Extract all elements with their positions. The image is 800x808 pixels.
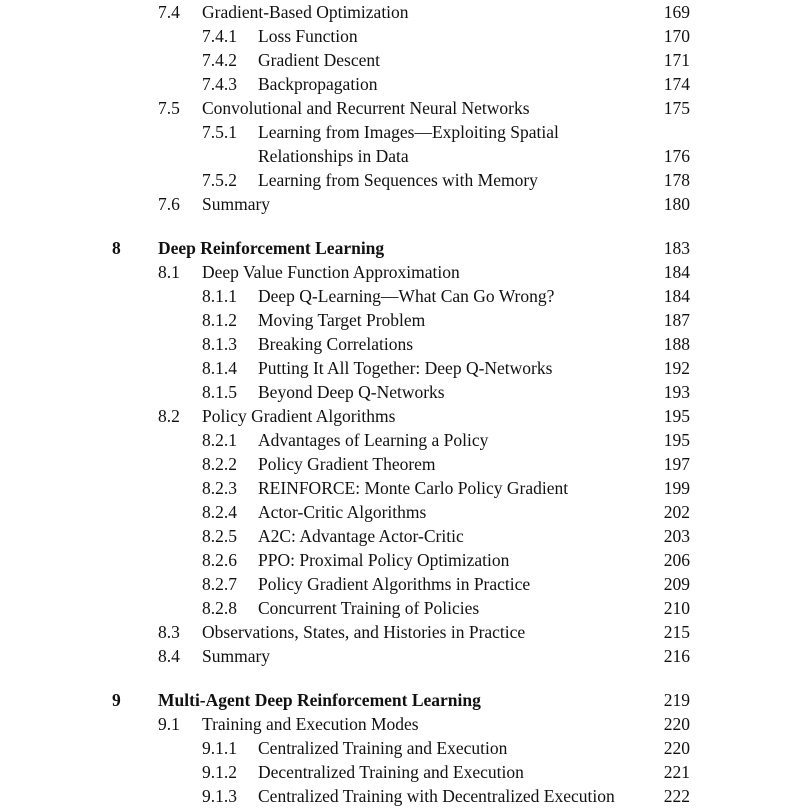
toc-entry-number: 7.5.2	[202, 170, 237, 190]
toc-section-entry	[0, 620, 800, 644]
toc-entry-number: 7.5	[158, 98, 180, 118]
toc-entry-number: 8.3	[158, 622, 180, 642]
toc-entry-page-number: 216	[663, 646, 690, 666]
toc-subsection-entry	[0, 332, 800, 356]
toc-entry-page-number: 180	[663, 194, 690, 214]
toc-entry-number: 8.2.3	[202, 478, 237, 498]
toc-entry-page-number: 210	[663, 598, 690, 618]
toc-entry-page-number: 176	[663, 146, 690, 166]
toc-section-entry	[0, 712, 800, 736]
toc-entry-title: A2C: Advantage Actor-Critic	[258, 526, 464, 546]
toc-entry-number: 8.1.3	[202, 334, 237, 354]
toc-entry-number: 8	[112, 238, 121, 258]
toc-entry-title: REINFORCE: Monte Carlo Policy Gradient	[258, 478, 569, 498]
toc-entry-title: Actor-Critic Algorithms	[258, 502, 427, 522]
toc-entry-title: Relationships in Data	[258, 146, 409, 166]
toc-entry-number: 8.2.7	[202, 574, 237, 594]
toc-entry-page-number: 184	[663, 262, 690, 282]
toc-subsection-entry	[0, 500, 800, 524]
toc-entry-title: Observations, States, and Histories in Practice	[202, 622, 526, 642]
toc-entry-title: Gradient Descent	[258, 50, 380, 70]
toc-entry-title: Summary	[202, 194, 271, 214]
toc-entry-page-number: 192	[663, 358, 690, 378]
toc-subsection-entry	[0, 572, 800, 596]
toc-subsection-entry	[0, 24, 800, 48]
toc-entry-page-number: 199	[663, 478, 690, 498]
toc-entry-page-number: 222	[663, 786, 690, 806]
toc-entry-title: Centralized Training and Execution	[258, 738, 508, 758]
toc-entry-number: 8.1.5	[202, 382, 237, 402]
toc-entry-number: 8.2.6	[202, 550, 237, 570]
toc-entry-title: Multi-Agent Deep Reinforcement Learning	[158, 690, 481, 710]
toc-entry-page-number: 197	[663, 454, 690, 474]
toc-chapter-entry	[0, 236, 800, 260]
toc-entry-page-number: 184	[663, 286, 690, 306]
toc-section-entry	[0, 260, 800, 284]
toc-entry-title: Centralized Training with Decentralized Execution	[258, 786, 615, 806]
toc-entry-page-number: 174	[663, 74, 690, 94]
toc-subsection-entry	[0, 760, 800, 784]
toc-entry-page-number: 193	[663, 382, 690, 402]
toc-entry-number: 7.4.3	[202, 74, 237, 94]
toc-entry-page-number: 195	[663, 406, 690, 426]
toc-entry-page-number: 203	[663, 526, 690, 546]
toc-subsection-entry	[0, 452, 800, 476]
toc-entry-number: 9.1.3	[202, 786, 237, 806]
toc-entry-title: Learning from Images—Exploiting Spatial	[258, 122, 559, 142]
toc-entry-title: Advantages of Learning a Policy	[258, 430, 489, 450]
toc-entry-title: Decentralized Training and Execution	[258, 762, 524, 782]
toc-entry-title: Beyond Deep Q-Networks	[258, 382, 445, 402]
toc-entry-number: 7.4.1	[202, 26, 237, 46]
toc-entry-page-number: 187	[663, 310, 690, 330]
toc-entry-page-number: 175	[663, 98, 690, 118]
toc-entry-page-number: 170	[663, 26, 690, 46]
toc-entry-number: 9	[112, 690, 121, 710]
toc-entry-number: 8.1	[158, 262, 180, 282]
toc-subsection-entry	[0, 736, 800, 760]
toc-entry-title: Breaking Correlations	[258, 334, 414, 354]
toc-subsection-entry	[0, 524, 800, 548]
toc-section-entry	[0, 192, 800, 216]
toc-entry-number: 7.6	[158, 194, 180, 214]
toc-entry-number: 9.1.1	[202, 738, 237, 758]
toc-entry-number: 8.1.4	[202, 358, 237, 378]
toc-entry-page-number: 215	[663, 622, 690, 642]
toc-subsection-entry	[0, 72, 800, 96]
toc-subsection-entry	[0, 308, 800, 332]
toc-subsection-entry	[0, 356, 800, 380]
toc-subsection-entry	[0, 476, 800, 500]
toc-entry-page-number: 178	[663, 170, 690, 190]
toc-entry-number: 8.4	[158, 646, 180, 666]
toc-entry-number: 8.1.2	[202, 310, 237, 330]
toc-section-entry	[0, 644, 800, 668]
toc-entry-title: Loss Function	[258, 26, 358, 46]
toc-entry-page-number: 209	[663, 574, 690, 594]
toc-entry-title: Backpropagation	[258, 74, 378, 94]
toc-entry-number: 8.2.8	[202, 598, 237, 618]
toc-entry-page-number: 183	[663, 238, 690, 258]
toc-entry-title: Gradient-Based Optimization	[202, 2, 409, 22]
toc-subsection-entry	[0, 168, 800, 192]
toc-entry-title: Policy Gradient Algorithms in Practice	[258, 574, 531, 594]
toc-chapter-entry	[0, 688, 800, 712]
toc-subsection-entry	[0, 144, 800, 168]
toc-section-entry	[0, 96, 800, 120]
toc-section-entry	[0, 404, 800, 428]
toc-subsection-entry	[0, 48, 800, 72]
toc-subsection-entry	[0, 120, 800, 144]
toc-entry-number: 7.4	[158, 2, 180, 22]
toc-section-entry	[0, 0, 800, 24]
toc-entry-page-number: 188	[663, 334, 690, 354]
toc-entry-title: PPO: Proximal Policy Optimization	[258, 550, 510, 570]
toc-entry-title: Deep Q-Learning—What Can Go Wrong?	[258, 286, 555, 306]
toc-entry-title: Training and Execution Modes	[202, 714, 419, 734]
toc-subsection-entry	[0, 428, 800, 452]
toc-subsection-entry	[0, 784, 800, 808]
toc-entry-title: Policy Gradient Theorem	[258, 454, 436, 474]
toc-entry-number: 8.2.4	[202, 502, 237, 522]
toc-entry-title: Putting It All Together: Deep Q-Networks	[258, 358, 553, 378]
toc-entry-title: Policy Gradient Algorithms	[202, 406, 396, 426]
toc-entry-title: Deep Value Function Approximation	[202, 262, 460, 282]
toc-entry-page-number: 220	[663, 738, 690, 758]
toc-entry-number: 9.1	[158, 714, 180, 734]
toc-entry-number: 7.5.1	[202, 122, 237, 142]
toc-entry-page-number: 195	[663, 430, 690, 450]
toc-subsection-entry	[0, 596, 800, 620]
toc-entry-page-number: 206	[663, 550, 690, 570]
toc-entry-page-number: 169	[663, 2, 690, 22]
toc-entry-title: Moving Target Problem	[258, 310, 426, 330]
toc-entry-title: Learning from Sequences with Memory	[258, 170, 538, 190]
toc-entry-page-number: 220	[663, 714, 690, 734]
toc-entry-number: 8.1.1	[202, 286, 237, 306]
toc-entry-title: Convolutional and Recurrent Neural Networks	[202, 98, 530, 118]
toc-subsection-entry	[0, 548, 800, 572]
toc-entry-number: 8.2	[158, 406, 180, 426]
toc-entry-number: 8.2.5	[202, 526, 237, 546]
toc-subsection-entry	[0, 380, 800, 404]
toc-entry-page-number: 202	[663, 502, 690, 522]
toc-entry-page-number: 221	[663, 762, 690, 782]
toc-entry-title: Deep Reinforcement Learning	[158, 238, 385, 258]
toc-entry-number: 8.2.1	[202, 430, 237, 450]
toc-entry-page-number: 219	[663, 690, 690, 710]
toc-entry-title: Concurrent Training of Policies	[258, 598, 480, 618]
toc-subsection-entry	[0, 284, 800, 308]
toc-entry-number: 9.1.2	[202, 762, 237, 782]
toc-entry-number: 8.2.2	[202, 454, 237, 474]
toc-entry-title: Summary	[202, 646, 271, 666]
toc-entry-page-number: 171	[663, 50, 690, 70]
toc-entry-number: 7.4.2	[202, 50, 237, 70]
